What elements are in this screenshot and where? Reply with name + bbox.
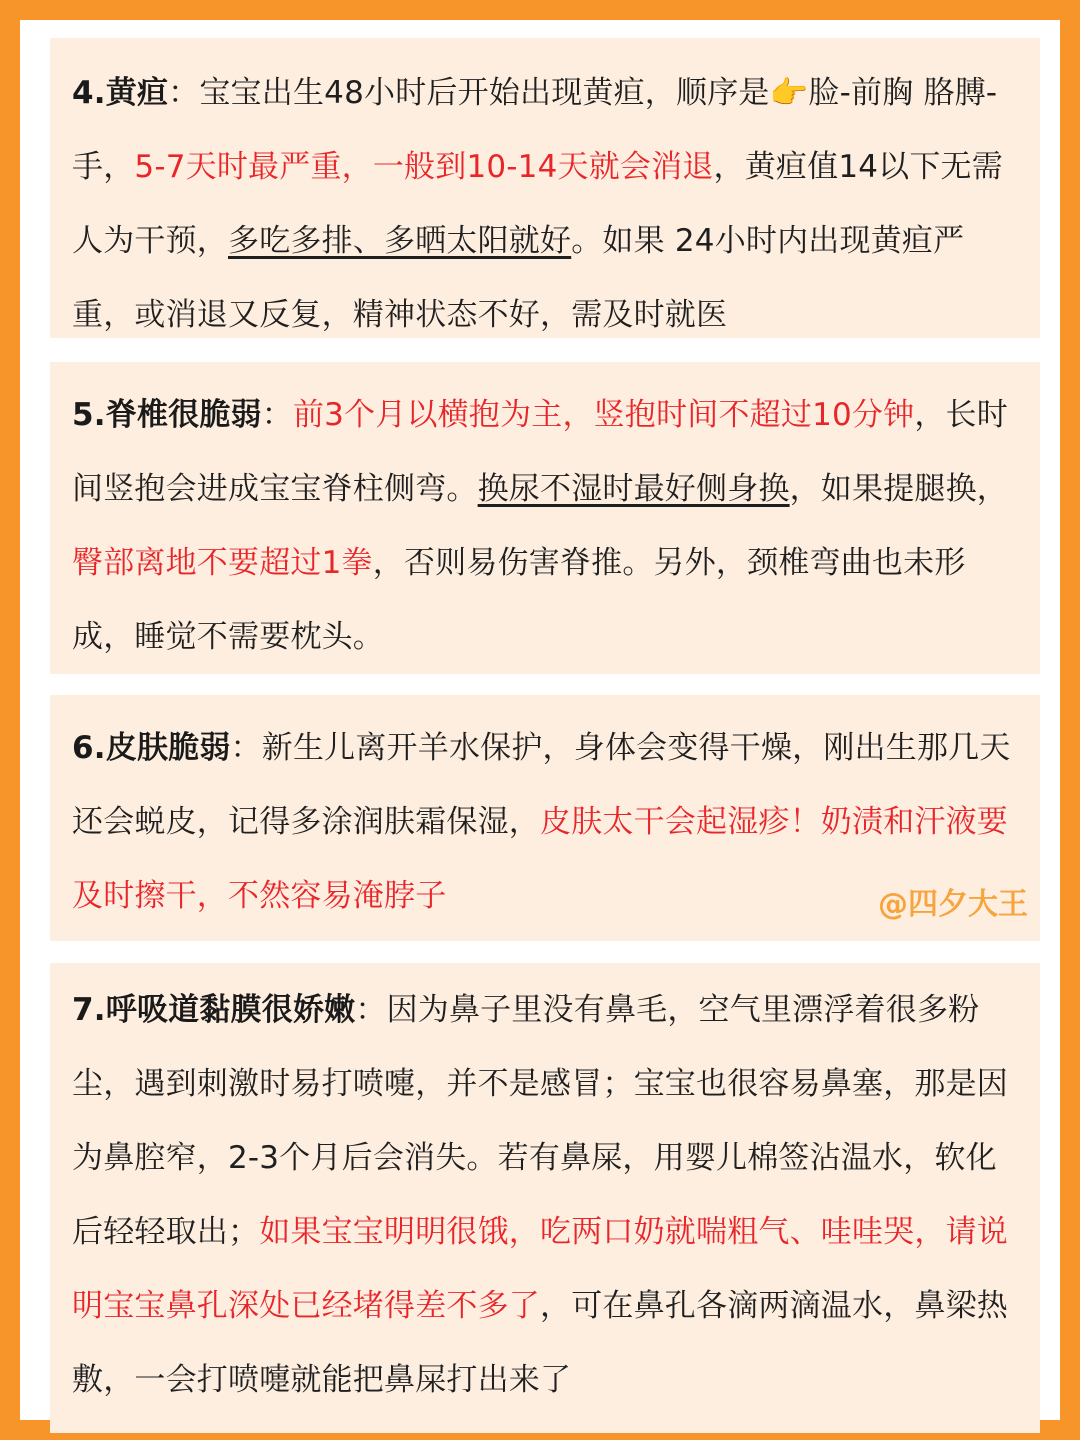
separator: ： (261, 397, 293, 433)
text-segment: 脸-前胸 胳膊-手， (72, 75, 998, 185)
underlined-text: 换尿不湿时最好侧身换 (477, 471, 790, 507)
highlight-text: 前3个月以横抱为主，竖抱时间不超过10分钟 (292, 397, 915, 433)
tip-heading: 7.呼吸道黏膜很娇嫩 (72, 992, 356, 1028)
tip-text (72, 963, 1018, 1417)
highlight-text: 5-7天时最严重，一般到10-14天就会消退 (134, 149, 714, 185)
highlight-text: 臀部离地不要超过1拳 (72, 545, 373, 581)
highlight-text: 如果宝宝明明很饿，吃两口奶就喘粗气、哇哇哭，请说明宝宝鼻孔深处已经堵得差不多了 (72, 1214, 1009, 1324)
tip-card-skin (50, 695, 1040, 941)
tip-card-jaundice (50, 38, 1040, 338)
tip-text (72, 695, 1018, 933)
separator: ： (168, 75, 200, 111)
tip-card-spine (50, 362, 1040, 674)
tip-heading: 6.皮肤脆弱 (72, 730, 231, 766)
highlight-text: 皮肤太干会起湿疹！奶渍和汗液要及时擦干，不然容易淹脖子 (72, 804, 1008, 914)
text-segment: 宝宝出生48小时后开始出现黄疸，顺序是 (199, 75, 770, 111)
page (20, 20, 1060, 1420)
tip-heading: 4.黄疸 (72, 75, 169, 111)
text-segment: ，可在鼻孔各滴两滴温水，鼻梁热敷，一会打喷嚏就能把鼻屎打出来了 (72, 1288, 1008, 1398)
text-segment: 新生儿离开羊水保护，身体会变得干燥，刚出生那几天还会蜕皮，记得多涂润肤霜保湿， (72, 730, 1011, 840)
text-segment: ，否则易伤害脊推。另外，颈椎弯曲也未形成，睡觉不需要枕头。 (72, 545, 966, 655)
text-segment: 。如果 24小时内出现黄疸严重，或消退又反复，精神状态不好，需及时就医 (72, 223, 965, 333)
separator: ： (355, 992, 387, 1028)
separator: ： (230, 730, 262, 766)
text-segment: 因为鼻子里没有鼻毛，空气里漂浮着很多粉尘，遇到刺激时易打喷嚏，并不是感冒；宝宝也很容易鼻塞，那是因为鼻腔窄，2-3个月后会消失。若有鼻屎，用婴儿棉签沾温水，软化后轻轻取出； (72, 992, 1008, 1250)
tip-heading: 5.脊椎很脆弱 (72, 397, 262, 433)
text-segment: ，黄疸值14以下无需人为干预， (72, 149, 1003, 259)
underlined-text: 多吃多排、多晒太阳就好 (228, 223, 572, 259)
tip-card-respiratory (50, 963, 1040, 1433)
tip-text (72, 38, 1018, 352)
tip-text (72, 362, 1018, 674)
text-segment: ，长时间竖抱会进成宝宝脊柱侧弯。 (72, 397, 1008, 507)
pointing-hand-icon: 👉 (769, 75, 809, 111)
text-segment: ，如果提腿换， (789, 471, 1009, 507)
author-watermark: @四夕大王 (878, 887, 1028, 922)
